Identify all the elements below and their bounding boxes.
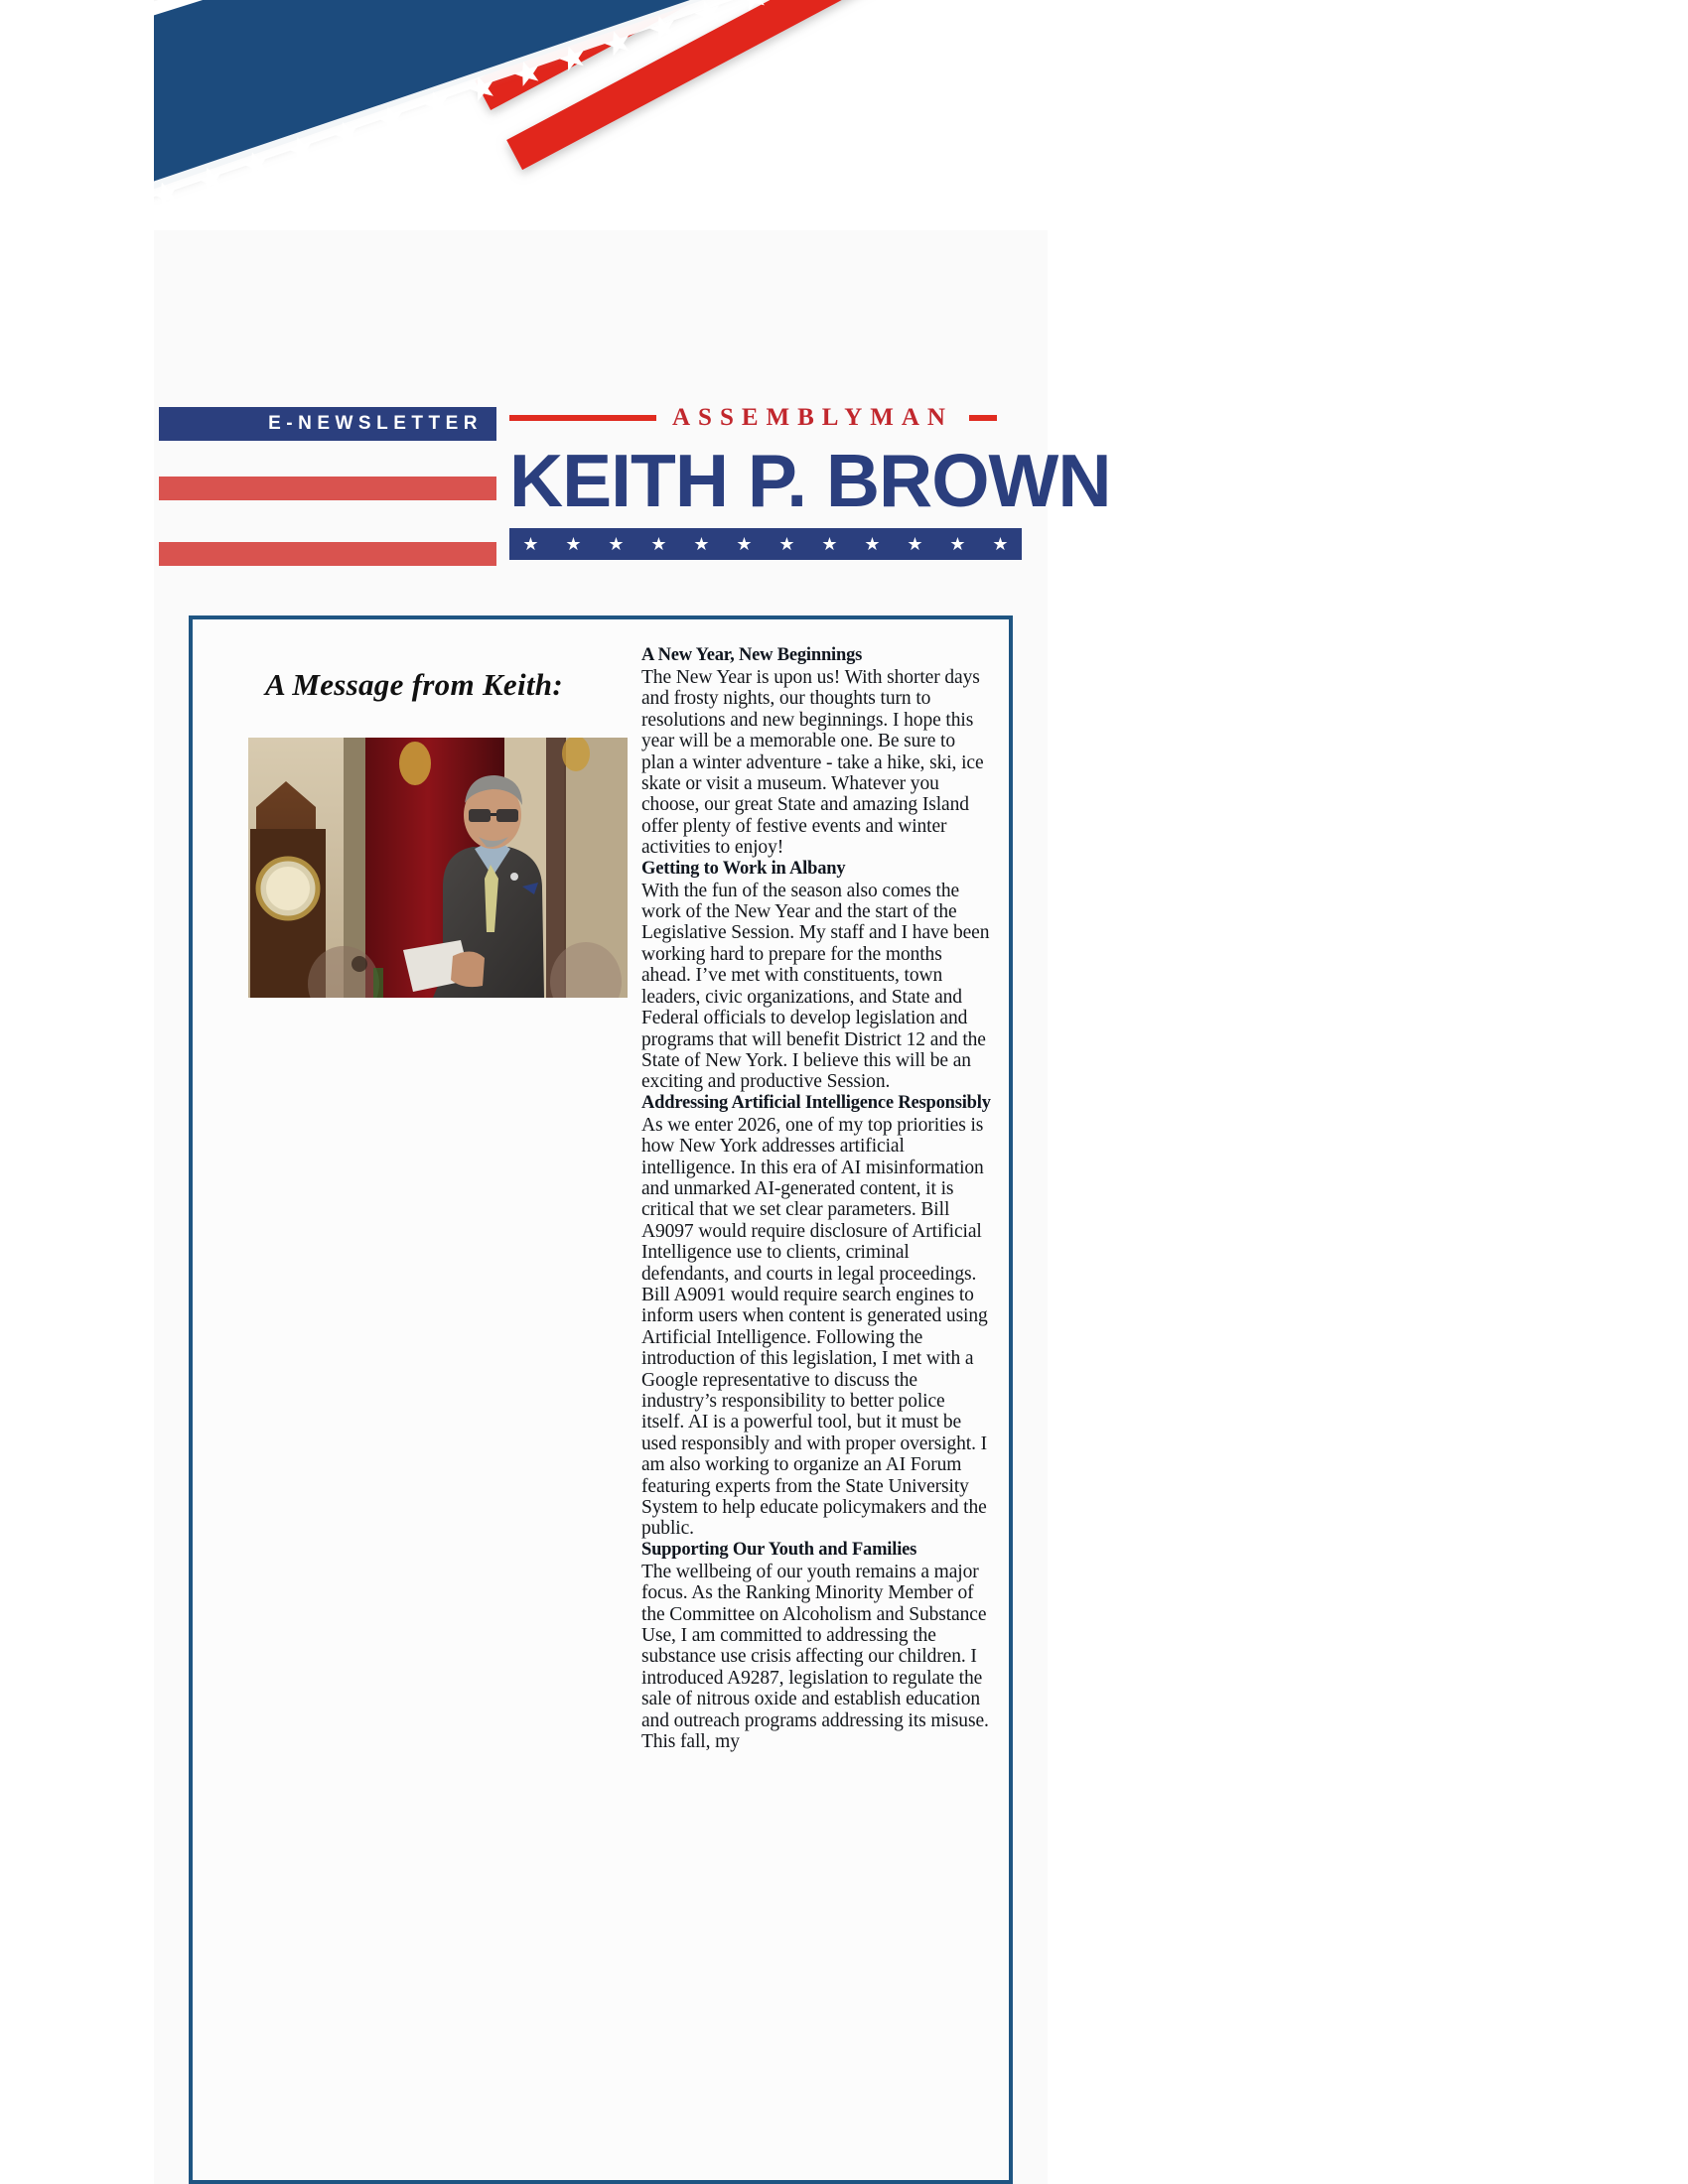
articles-column (628, 645, 991, 2180)
logo-red-bar-top (159, 477, 496, 500)
star-icon: ★ (693, 534, 710, 554)
name-block (509, 395, 1111, 584)
assemblyman-photo (248, 738, 628, 998)
article-item (641, 1540, 991, 1753)
article-body: The wellbeing of our youth remains a major focus. As the Ranking Minority Member of the Committee on Alcoholism and Substance Use, I am committed to addressing the substance use crisis affecting our children. I introduced A9287, legislation to regulate the sale of nitrous oxide and establish education and outreach programs addressing its misuse. This fall, my (641, 1561, 989, 1753)
star-icon: ★ (864, 534, 881, 554)
star-icon: ★ (778, 534, 795, 554)
flag-banner-graphic (154, 0, 1048, 230)
article-heading: Getting to Work in Albany (641, 858, 846, 879)
star-icon: ★ (608, 534, 625, 554)
star-icon: ★ (992, 534, 1009, 554)
message-title: A Message from Keith: (265, 667, 563, 702)
photo-graphic (248, 738, 628, 998)
content-card (189, 615, 1013, 2184)
star-icon: ★ (907, 534, 923, 554)
logo-star-bar (509, 528, 1022, 560)
article-body: With the fun of the season also comes the work of the New Year and the start of the Legislative Session. My staff and I have been working hard to prepare for the months ahead. I’ve met with constituents, town leaders, civic organizations, and State and Federal officials to develop legislation and programs that will benefit District 12 and the State of New York. I believe this will be an exciting and productive Session. (641, 880, 990, 1093)
enewsletter-badge: E-NEWSLETTER (159, 407, 496, 441)
assemblyman-kicker: ASSEMBLYMAN (672, 404, 953, 431)
kicker-rule-right (969, 415, 997, 421)
article-item (641, 645, 991, 859)
article-item (641, 1093, 991, 1540)
article-body: The New Year is upon us! With shorter days and frosty nights, our thoughts turn to resolutions and new beginnings. I hope this year will be a memorable one. Be sure to plan a winter adventure - take a hike, ski, ice skate or visit a museum. Whatever you choose, our great State and amazing Island offer plenty of festive events and winter activities to enjoy! (641, 667, 984, 859)
star-icon: ★ (821, 534, 838, 554)
star-icon: ★ (565, 534, 582, 554)
message-column (211, 645, 628, 2180)
article-heading: A New Year, New Beginnings (641, 645, 863, 665)
article-body: As we enter 2026, one of my top priorities is how New York addresses artificial intelligence. In this era of AI misinformation and unmarked AI-generated content, it is critical that we set clear parameters. Bill A9097 would require disclosure of Artificial Intelligence use to clients, criminal defendants, and courts in legal proceedings. Bill A9091 would require search engines to inform users when content is generated using Artificial Intelligence. Following the introduction of this legislation, I met with a Google representative to discuss the industry’s responsibility to better police itself. AI is a powerful tool, but it must be used responsibly and with proper oversight. I am also working to organize an AI Forum featuring experts from the State University System to help educate policymakers and the public. (641, 1114, 988, 1540)
article-heading: Supporting Our Youth and Families (641, 1539, 917, 1560)
star-icon: ★ (650, 534, 667, 554)
star-icon: ★ (522, 534, 539, 554)
assemblyman-name: KEITH P. BROWN (509, 439, 1111, 522)
kicker-rule-left (509, 415, 656, 421)
logo-red-bar-bottom (159, 542, 496, 566)
star-icon: ★ (736, 534, 753, 554)
flag-banner (154, 0, 1048, 230)
article-item (641, 859, 991, 1093)
star-icon: ★ (949, 534, 966, 554)
article-heading: Addressing Artificial Intelligence Responsibly (641, 1092, 991, 1113)
assemblyman-kicker-row (509, 395, 1044, 437)
newsletter-logo (154, 395, 1111, 584)
